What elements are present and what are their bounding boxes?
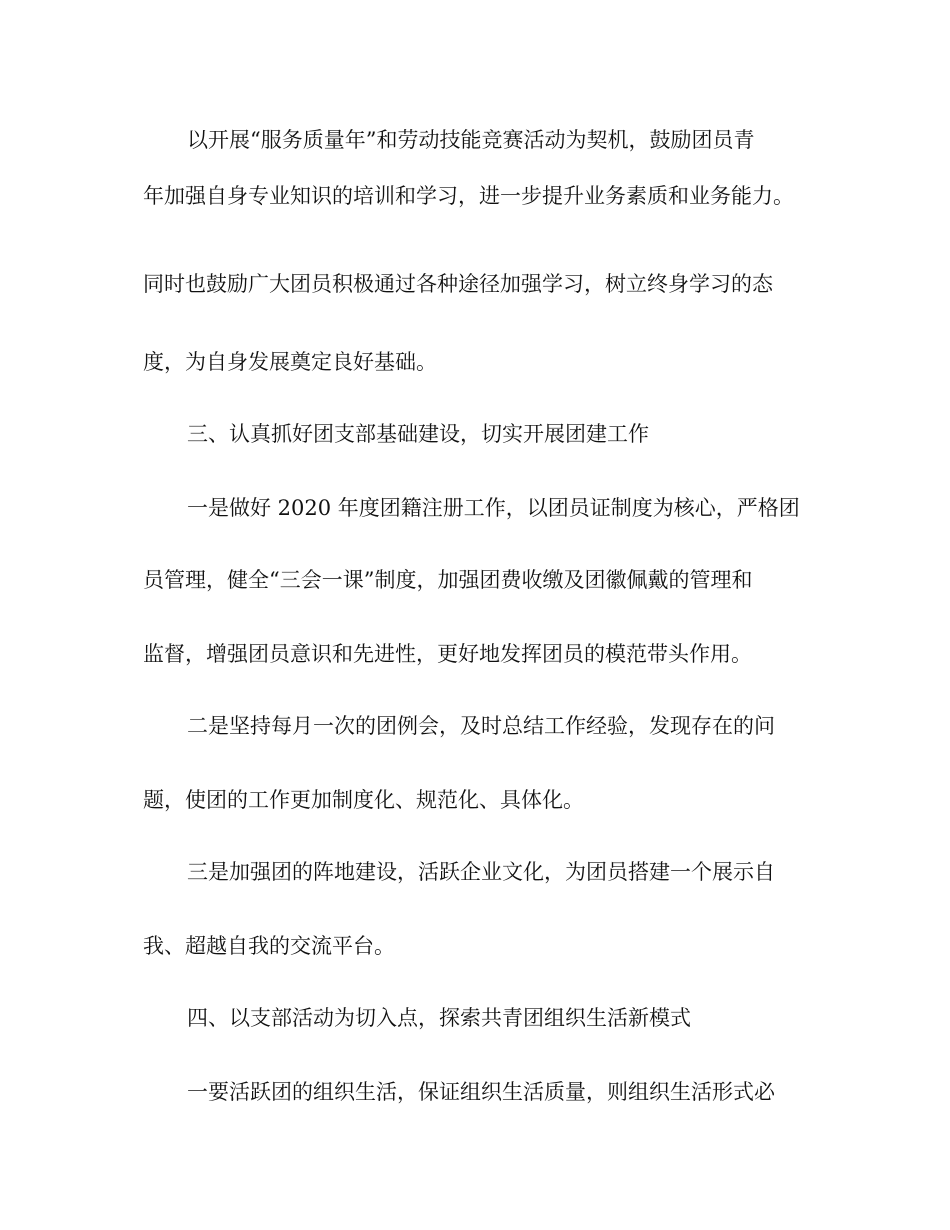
paragraph-line: 三是加强团的阵地建设，活跃企业文化，为团员搭建一个展示自	[187, 860, 775, 884]
paragraph-line: 一是做好 2020 年度团籍注册工作，以团员证制度为核心，严格团	[187, 496, 800, 520]
paragraph-line: 我、超越自我的交流平台。	[143, 934, 395, 958]
paragraph-line: 二是坚持每月一次的团例会，及时总结工作经验，发现存在的问	[187, 714, 775, 738]
paragraph-line: 题，使团的工作更加制度化、规范化、具体化。	[143, 788, 584, 812]
section-heading: 三、认真抓好团支部基础建设，切实开展团建工作	[187, 422, 649, 446]
paragraph-line: 度，为自身发展奠定良好基础。	[143, 350, 437, 374]
paragraph-line: 以开展“服务质量年”和劳动技能竞赛活动为契机，鼓励团员青	[187, 128, 755, 152]
paragraph-line: 监督，增强团员意识和先进性，更好地发挥团员的模范带头作用。	[143, 642, 752, 666]
paragraph-line: 年加强自身专业知识的培训和学习，进一步提升业务素质和业务能力。	[143, 184, 794, 208]
paragraph-line: 同时也鼓励广大团员积极通过各种途径加强学习，树立终身学习的态	[143, 272, 773, 296]
section-heading: 四、以支部活动为切入点，探索共青团组织生活新模式	[187, 1006, 691, 1030]
paragraph-line: 员管理，健全“三会一课”制度，加强团费收缴及团徽佩戴的管理和	[143, 568, 753, 592]
paragraph-line: 一要活跃团的组织生活，保证组织生活质量，则组织生活形式必	[187, 1080, 775, 1104]
